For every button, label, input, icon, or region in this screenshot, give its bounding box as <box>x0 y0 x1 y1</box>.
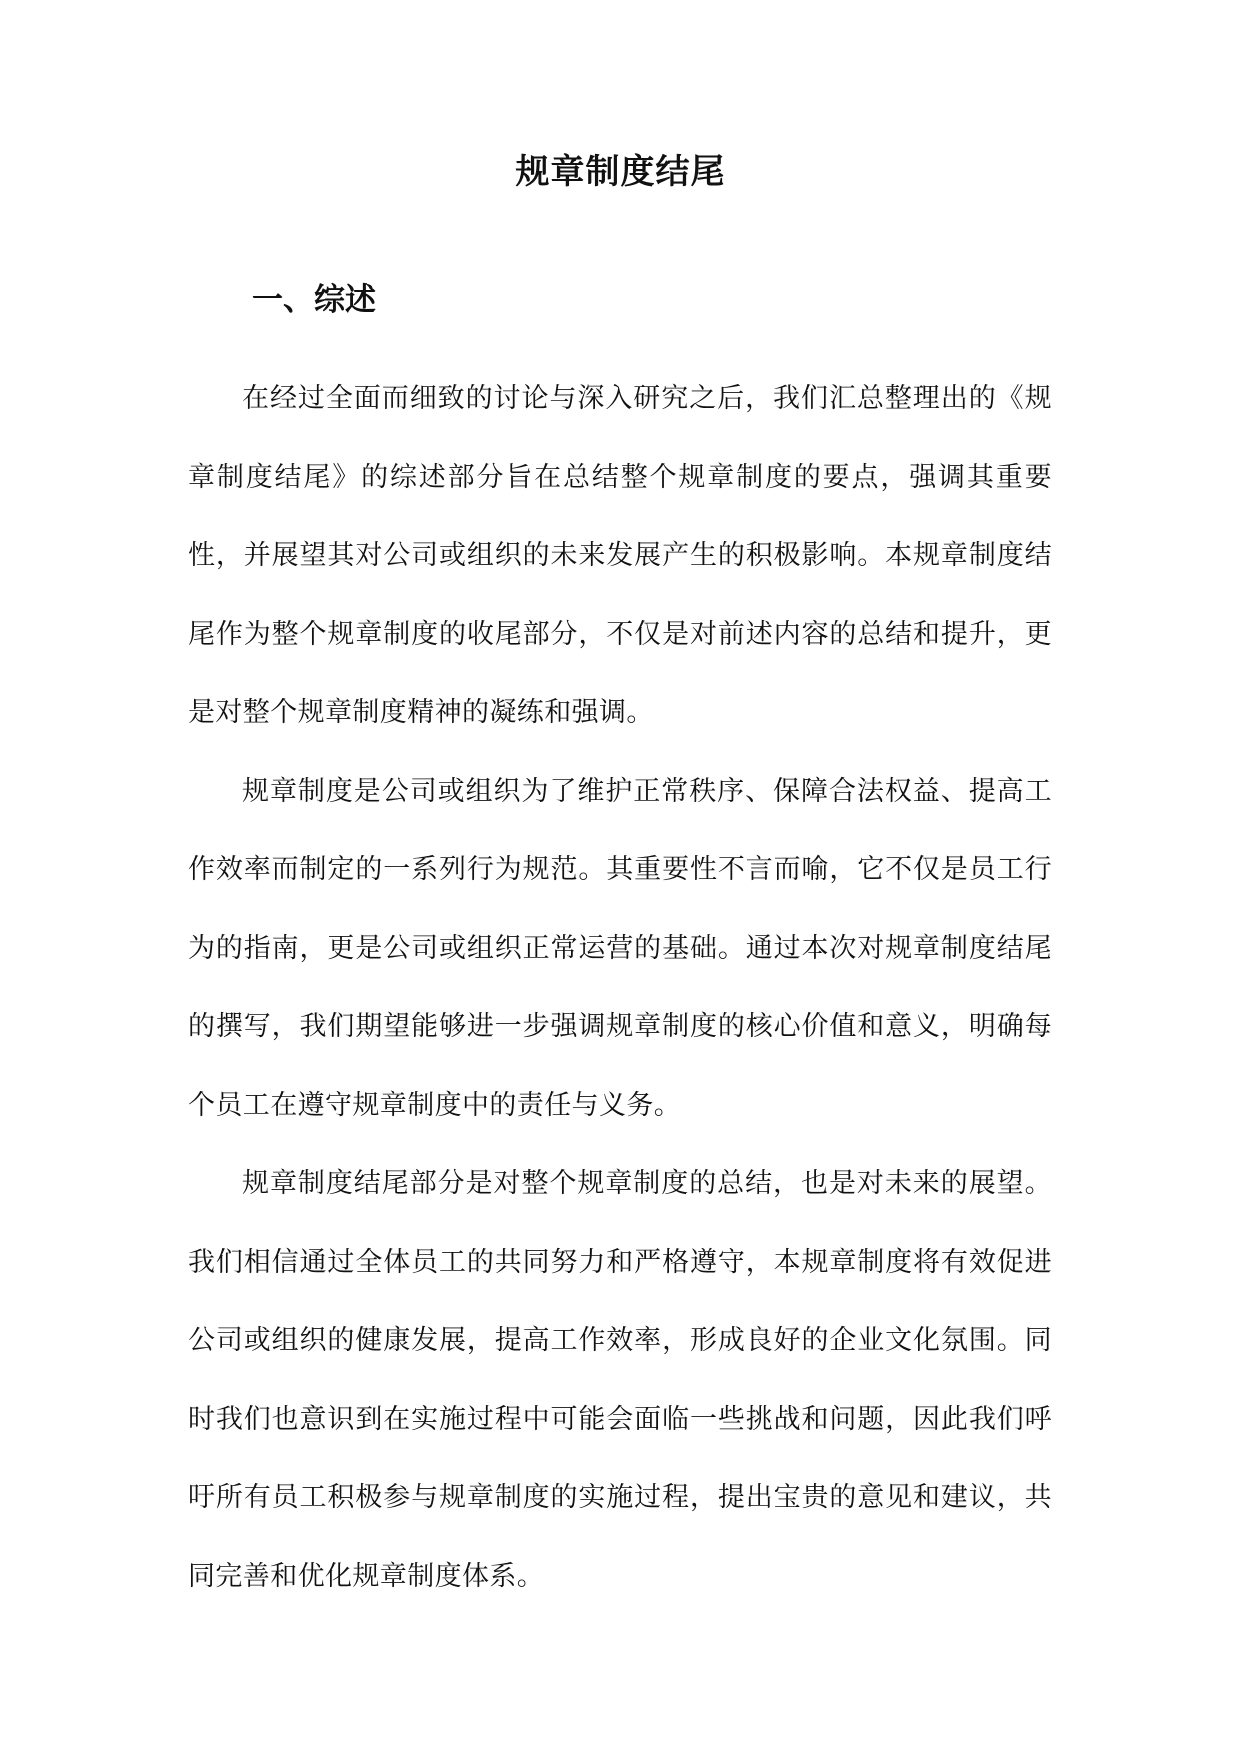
paragraph-2: 规章制度是公司或组织为了维护正常秩序、保障合法权益、提高工作效率而制定的一系列行为规范。其重要性不言而喻，它不仅是员工行为的指南，更是公司或组织正常运营的基础。通过本次对规章制度结尾的撰写，我们期望能够进一步强调规章制度的核心价值和意义，明确每个员工在遵守规章制度中的责任与义务。 <box>188 775 1052 1121</box>
section-heading: 一、综述 <box>252 282 376 318</box>
section-body <box>188 360 1052 1616</box>
paragraph-1: 在经过全面而细致的讨论与深入研究之后，我们汇总整理出的《规章制度结尾》的综述部分旨在总结整个规章制度的要点，强调其重要性，并展望其对公司或组织的未来发展产生的积极影响。本规章制度结尾作为整个规章制度的收尾部分，不仅是对前述内容的总结和提升，更是对整个规章制度精神的凝练和强调。 <box>188 383 1052 728</box>
paragraph-3: 规章制度结尾部分是对整个规章制度的总结，也是对未来的展望。我们相信通过全体员工的共同努力和严格遵守，本规章制度将有效促进公司或组织的健康发展，提高工作效率，形成良好的企业文化氛围。同时我们也意识到在实施过程中可能会面临一些挑战和问题，因此我们呼吁所有员工积极参与规章制度的实施过程，提出宝贵的意见和建议，共同完善和优化规章制度体系。 <box>188 1168 1052 1592</box>
document-title: 规章制度结尾 <box>515 152 726 192</box>
